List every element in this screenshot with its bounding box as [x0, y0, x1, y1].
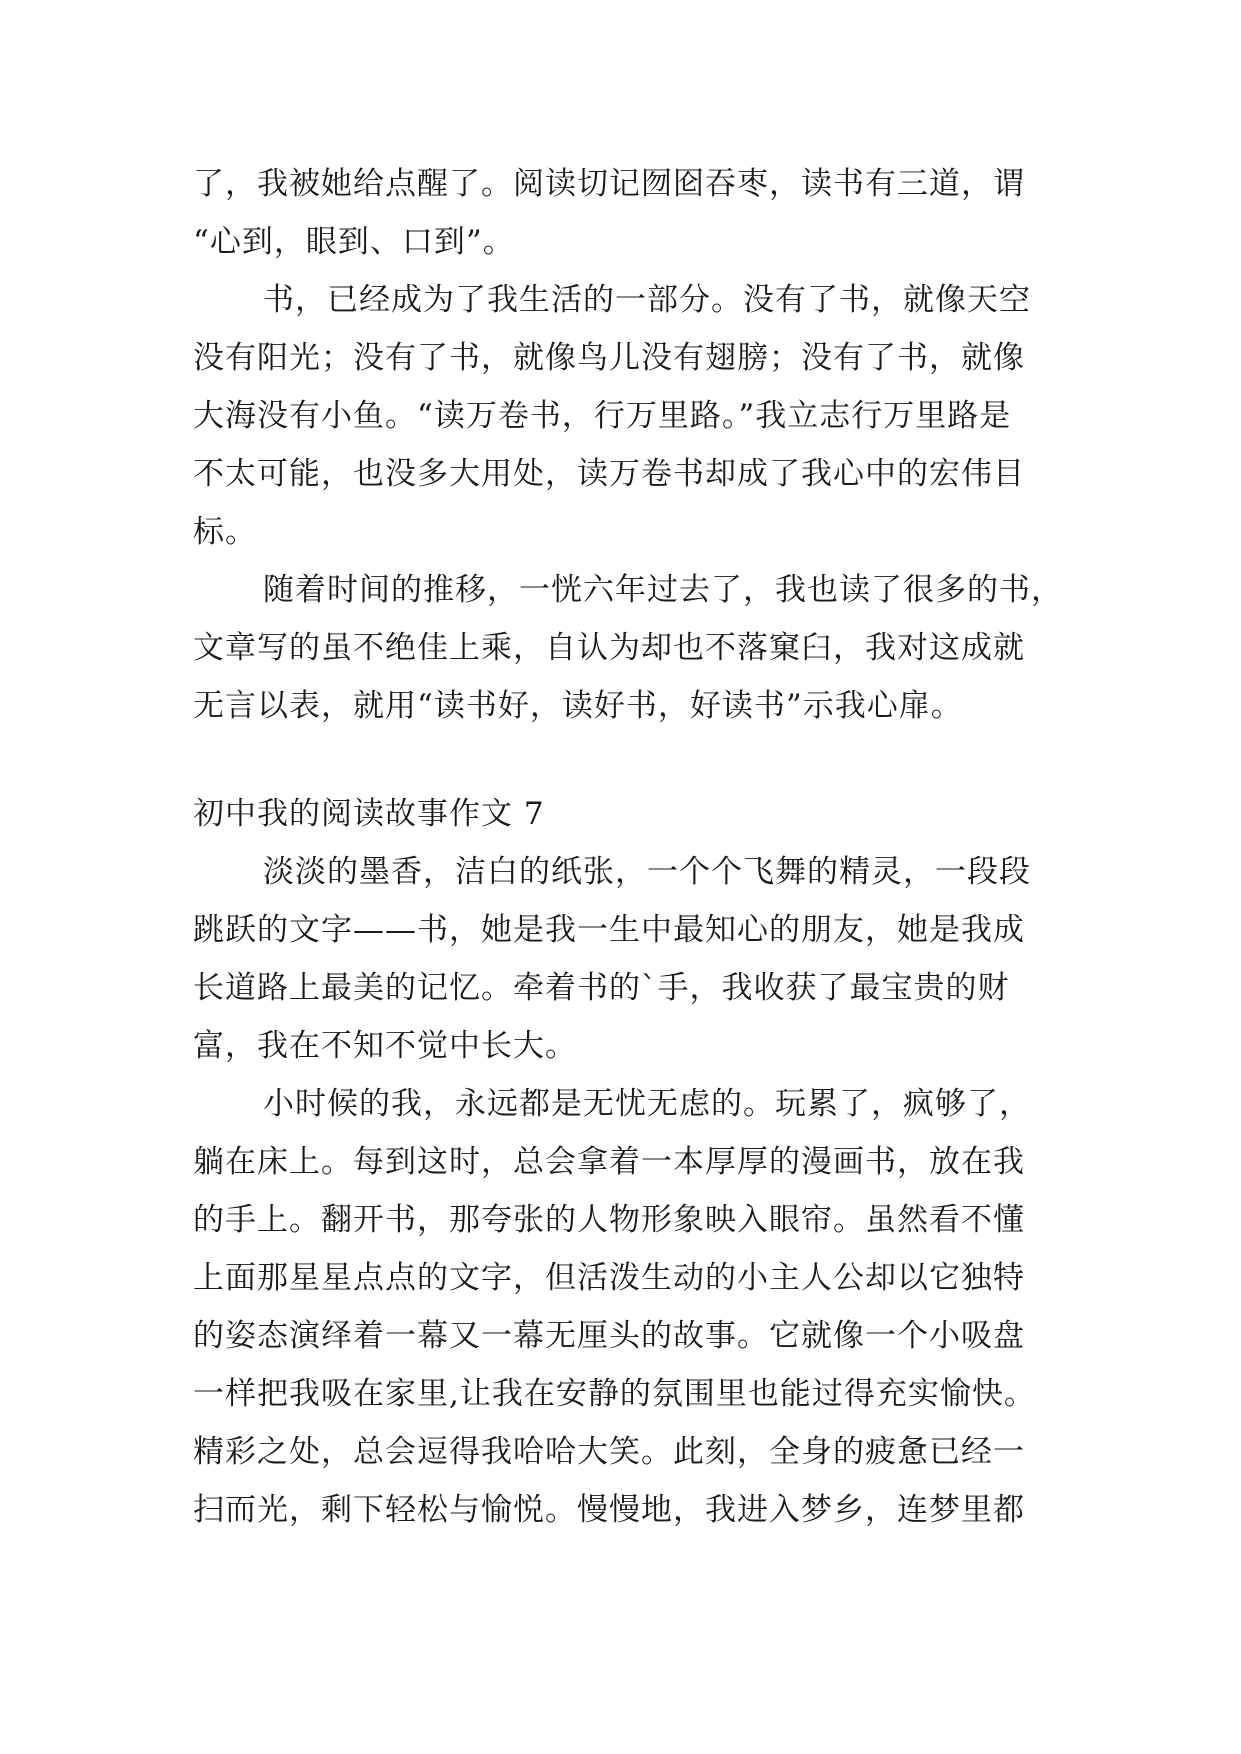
document-page — [193, 155, 1063, 1539]
paragraph-line: 精彩之处，总会逗得我哈哈大笑。此刻，全身的疲惫已经一 — [193, 1434, 1025, 1470]
paragraph-line: 跳跃的文字——书，她是我一生中最知心的朋友，她是我成 — [193, 912, 1025, 948]
paragraph-line: 上面那星星点点的文字，但活泼生动的小主人公却以它独特 — [193, 1260, 1025, 1296]
paragraph — [193, 561, 1063, 735]
paragraph-line: 的姿态演绎着一幕又一幕无厘头的故事。它就像一个小吸盘 — [193, 1318, 1025, 1354]
paragraph-line: 躺在床上。每到这时，总会拿着一本厚厚的漫画书，放在我 — [193, 1144, 1025, 1180]
paragraph-line: 淡淡的墨香，洁白的纸张，一个个飞舞的精灵，一段段 — [263, 854, 1031, 890]
paragraph-line: 不太可能，也没多大用处，读万卷书却成了我心中的宏伟目 — [193, 456, 1025, 492]
paragraph-line: 书，已经成为了我生活的一部分。没有了书，就像天空 — [263, 282, 1031, 318]
paragraph — [193, 843, 1053, 1075]
paragraph — [193, 271, 1053, 561]
paragraph-line: 长道路上最美的记忆。牵着书的`手，我收获了最宝贵的财 — [193, 970, 1010, 1006]
paragraph-line: 无言以表，就用“读书好，读好书，好读书”示我心扉。 — [193, 688, 963, 724]
section-title: 初中我的阅读故事作文 7 — [193, 796, 545, 832]
paragraph-line: “心到，眼到、口到”。 — [193, 224, 515, 260]
paragraph-line: 一样把我吸在家里,让我在安静的氛围里也能过得充实愉快。 — [193, 1376, 1036, 1412]
paragraph-line: 了，我被她给点醒了。阅读切记囫囵吞枣，读书有三道，谓 — [193, 166, 1025, 202]
paragraph-line: 随着时间的推移，一恍六年过去了，我也读了很多的书， — [263, 572, 1063, 608]
paragraph-line: 大海没有小鱼。“读万卷书，行万里路。”我立志行万里路是 — [193, 398, 1012, 434]
section-spacer — [193, 735, 1053, 785]
paragraph-line: 没有阳光；没有了书，就像鸟儿没有翅膀；没有了书，就像 — [193, 340, 1025, 376]
paragraph-line: 标。 — [193, 514, 257, 550]
paragraph-line: 扫而光，剩下轻松与愉悦。慢慢地，我进入梦乡，连梦里都 — [193, 1492, 1025, 1528]
paragraph-line: 的手上。翻开书，那夸张的人物形象映入眼帘。虽然看不懂 — [193, 1202, 1025, 1238]
paragraph-line: 富，我在不知不觉中长大。 — [193, 1028, 577, 1064]
paragraph-line: 文章写的虽不绝佳上乘，自认为却也不落窠臼，我对这成就 — [193, 630, 1025, 666]
paragraph — [193, 1075, 1053, 1539]
paragraph-line: 小时候的我，永远都是无忧无虑的。玩累了，疯够了， — [263, 1086, 1031, 1122]
paragraph — [193, 155, 1053, 271]
